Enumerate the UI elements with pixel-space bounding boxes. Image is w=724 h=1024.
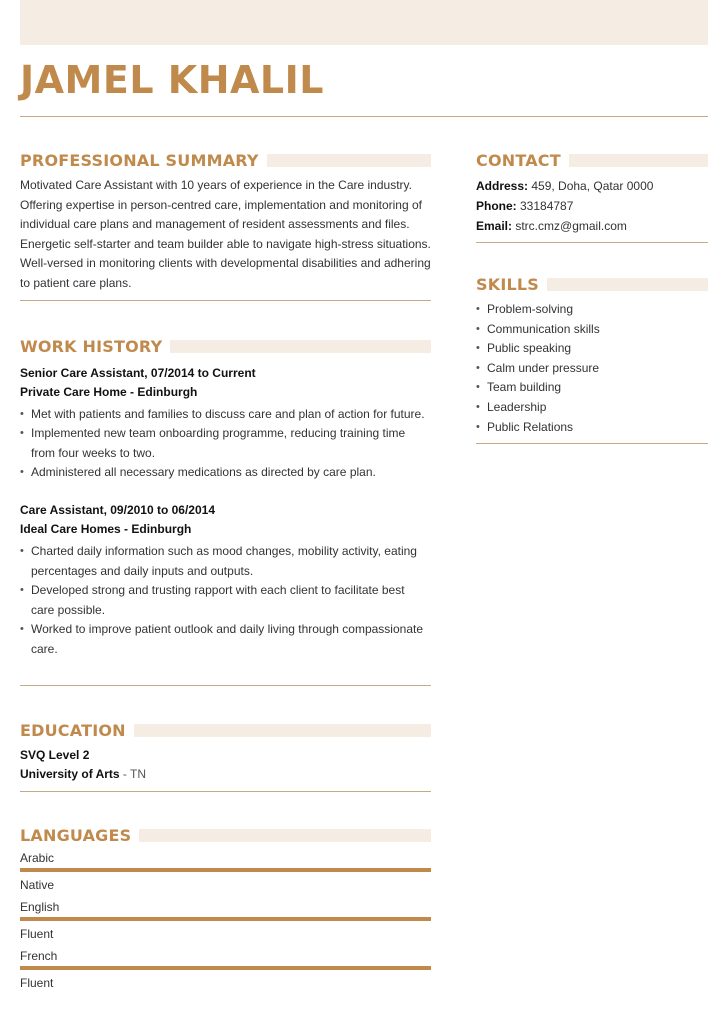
language-name: English: [20, 899, 60, 914]
contact-divider: [476, 242, 708, 243]
candidate-name: JAMEL KHALIL: [20, 58, 324, 102]
summary-section: [20, 148, 431, 301]
list-item: • Problem-solving: [476, 300, 708, 320]
skills-heading: [476, 272, 708, 296]
job-duties: [20, 405, 431, 483]
job-employer: Private Care Home - Edinburgh: [20, 384, 198, 399]
summary-title-bar: [267, 154, 431, 167]
education-title: EDUCATION: [20, 721, 126, 740]
job-title: Care Assistant, 09/2010 to 06/2014: [20, 502, 216, 517]
address-label: Address:: [476, 179, 529, 193]
school-name: University of Arts: [20, 766, 120, 781]
contact-email: [476, 216, 708, 236]
skills-list: [476, 300, 708, 437]
list-item: • Leadership: [476, 398, 708, 418]
address-value: 459, Doha, Qatar 0000: [528, 179, 654, 193]
list-item: • Public Relations: [476, 418, 708, 438]
list-item: • Met with patients and families to discuss care and plan of action for future.: [20, 405, 431, 425]
job-duties: [20, 542, 431, 660]
summary-title: PROFESSIONAL SUMMARY: [20, 150, 259, 170]
skills-divider: [476, 443, 708, 444]
language-name: Arabic: [20, 850, 55, 865]
language-proficiency-bar: [20, 966, 431, 970]
school-location: - TN: [119, 766, 147, 781]
skills-title: SKILLS: [476, 274, 539, 294]
phone-label: Phone:: [476, 199, 517, 213]
email-value: strc.cmz@gmail.com: [512, 219, 627, 233]
education-divider: [20, 791, 431, 792]
summary-text: Motivated Care Assistant with 10 years of experience in the Care industry. Offering expertise in person-centred care, implementation and monitoring of individual care plans and management of resident assessments and files. Energetic self-starter and team builder able to navigate high-stress situations. Well-versed in monitoring clients with developmental disabilities and adhering to patient care plans.: [20, 178, 431, 290]
language-proficiency-bar: [20, 917, 431, 921]
degree: SVQ Level 2: [20, 747, 90, 762]
contact-address: [476, 176, 708, 196]
skills-section: [476, 272, 708, 444]
language-item: [20, 848, 431, 895]
work-title-bar: [170, 340, 431, 353]
main-column: [20, 148, 431, 993]
education-heading: [20, 719, 431, 743]
work-divider: [20, 685, 431, 686]
list-item: • Public speaking: [476, 339, 708, 359]
language-item: [20, 897, 431, 944]
language-level: Fluent: [20, 975, 54, 990]
list-item: • Developed strong and trusting rapport with each client to facilitate best care possible.: [20, 581, 431, 620]
languages-title: LANGUAGES: [20, 826, 132, 845]
language-level: Fluent: [20, 926, 54, 941]
contact-heading: [476, 148, 708, 172]
list-item: • Administered all necessary medications as directed by care plan.: [20, 463, 431, 483]
summary-heading: [20, 148, 431, 172]
list-item: • Implemented new team onboarding programme, reducing training time from four weeks to two.: [20, 424, 431, 463]
work-section: [20, 335, 431, 686]
list-item: • Communication skills: [476, 320, 708, 340]
list-item: • Team building: [476, 378, 708, 398]
education-title-bar: [134, 724, 431, 737]
language-proficiency-bar: [20, 868, 431, 872]
contact-section: [476, 148, 708, 243]
language-item: [20, 946, 431, 993]
job-employer: Ideal Care Homes - Edinburgh: [20, 521, 192, 536]
skills-title-bar: [547, 278, 708, 291]
work-heading: [20, 335, 431, 359]
phone-value: 33184787: [516, 199, 574, 213]
list-item: • Calm under pressure: [476, 359, 708, 379]
header-band: [20, 0, 708, 45]
education-section: [20, 719, 431, 792]
list-item: • Charted daily information such as mood changes, mobility activity, eating percentages and daily inputs and outputs.: [20, 542, 431, 581]
list-item: • Worked to improve patient outlook and daily living through compassionate care.: [20, 620, 431, 659]
sidebar-column: [476, 148, 708, 444]
email-label: Email:: [476, 219, 513, 233]
language-name: French: [20, 948, 58, 963]
job-entry: [20, 363, 431, 483]
contact-phone: [476, 196, 708, 216]
school-line: [20, 765, 431, 784]
contact-title-bar: [569, 154, 708, 167]
header-divider: [20, 116, 708, 117]
languages-title-bar: [139, 829, 431, 842]
work-title: WORK HISTORY: [20, 337, 163, 357]
summary-divider: [20, 300, 431, 301]
languages-heading: [20, 824, 431, 848]
job-entry: [20, 500, 431, 660]
job-title: Senior Care Assistant, 07/2014 to Current: [20, 365, 256, 380]
contact-title: CONTACT: [476, 150, 561, 170]
languages-section: [20, 824, 431, 993]
language-level: Native: [20, 877, 55, 892]
